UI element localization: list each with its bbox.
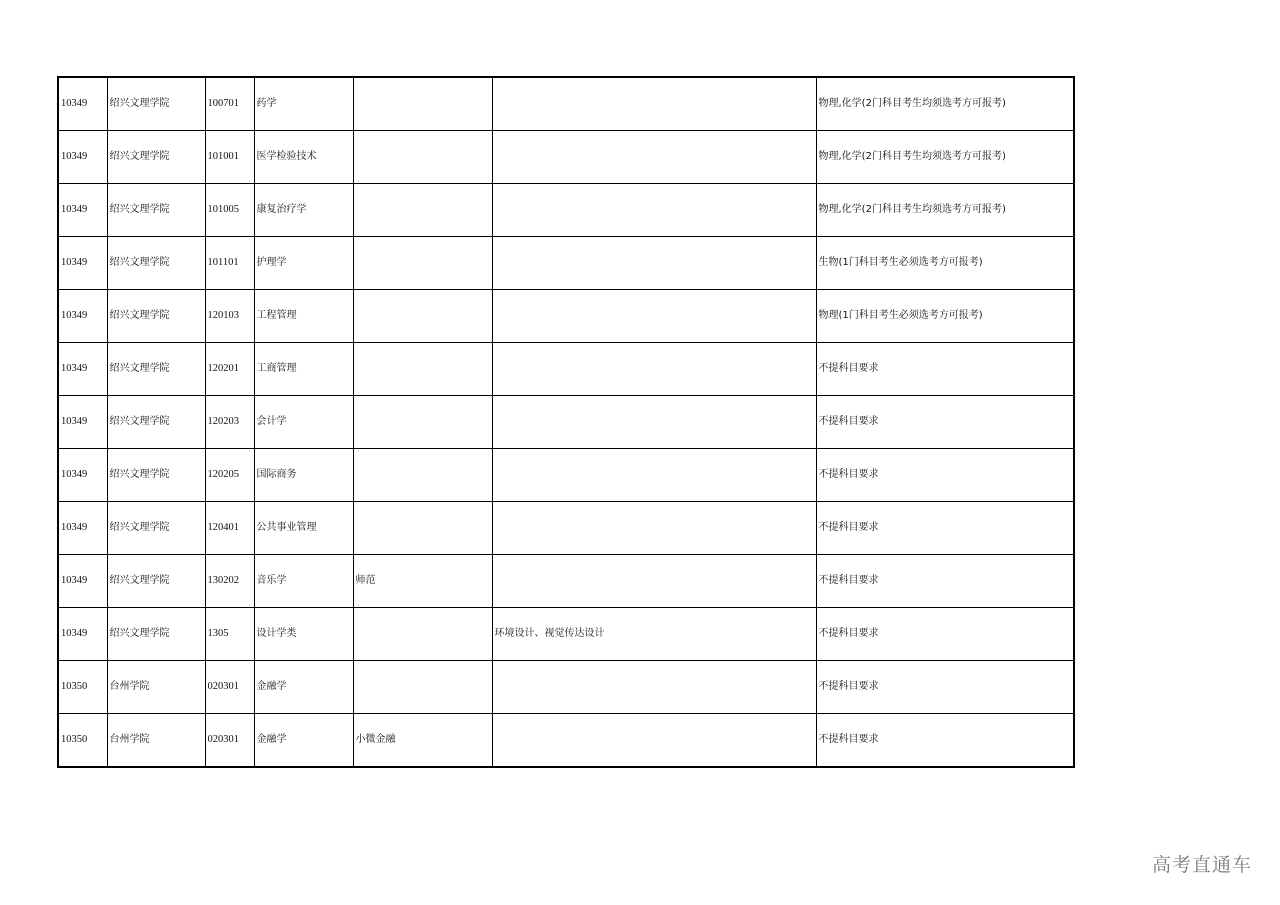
cell-included-majors [492, 131, 816, 184]
cell-major-code: 120205 [205, 449, 254, 502]
cell-major-code: 100701 [205, 77, 254, 131]
cell-major-code: 120103 [205, 290, 254, 343]
table-row [58, 502, 1074, 555]
cell-included-majors [492, 714, 816, 768]
cell-school-name: 绍兴文理学院 [107, 555, 205, 608]
cell-major-code: 101001 [205, 131, 254, 184]
cell-major-note [353, 237, 492, 290]
cell-major-name: 医学检验技术 [254, 131, 353, 184]
cell-included-majors [492, 237, 816, 290]
cell-included-majors [492, 555, 816, 608]
cell-subject-requirement: 物理,化学(2门科目考生均须选考方可报考) [816, 77, 1074, 131]
cell-major-note [353, 184, 492, 237]
cell-school-code: 10349 [58, 237, 107, 290]
cell-school-name: 绍兴文理学院 [107, 184, 205, 237]
cell-major-code: 101005 [205, 184, 254, 237]
table-row [58, 290, 1074, 343]
cell-school-name: 绍兴文理学院 [107, 290, 205, 343]
cell-school-name: 台州学院 [107, 714, 205, 768]
cell-subject-requirement: 不提科目要求 [816, 343, 1074, 396]
cell-major-note [353, 449, 492, 502]
cell-school-code: 10350 [58, 661, 107, 714]
cell-included-majors [492, 77, 816, 131]
cell-school-name: 绍兴文理学院 [107, 77, 205, 131]
cell-major-name: 金融学 [254, 714, 353, 768]
cell-major-name: 康复治疗学 [254, 184, 353, 237]
cell-school-code: 10349 [58, 131, 107, 184]
cell-major-name: 设计学类 [254, 608, 353, 661]
cell-major-name: 会计学 [254, 396, 353, 449]
cell-major-name: 音乐学 [254, 555, 353, 608]
table-row [58, 396, 1074, 449]
cell-subject-requirement: 生物(1门科目考生必须选考方可报考) [816, 237, 1074, 290]
cell-school-name: 台州学院 [107, 661, 205, 714]
cell-major-note: 小微金融 [353, 714, 492, 768]
cell-school-code: 10349 [58, 290, 107, 343]
table-row [58, 131, 1074, 184]
table-row [58, 555, 1074, 608]
cell-major-note [353, 77, 492, 131]
cell-subject-requirement: 物理,化学(2门科目考生均须选考方可报考) [816, 184, 1074, 237]
cell-school-code: 10349 [58, 555, 107, 608]
cell-school-code: 10349 [58, 77, 107, 131]
cell-major-note [353, 608, 492, 661]
cell-subject-requirement: 物理(1门科目考生必须选考方可报考) [816, 290, 1074, 343]
table-row [58, 77, 1074, 131]
cell-major-name: 金融学 [254, 661, 353, 714]
cell-major-name: 药学 [254, 77, 353, 131]
cell-major-note [353, 343, 492, 396]
cell-major-note [353, 502, 492, 555]
cell-school-code: 10349 [58, 502, 107, 555]
cell-included-majors [492, 449, 816, 502]
cell-major-code: 120401 [205, 502, 254, 555]
cell-major-code: 120203 [205, 396, 254, 449]
cell-school-name: 绍兴文理学院 [107, 608, 205, 661]
cell-school-name: 绍兴文理学院 [107, 449, 205, 502]
cell-subject-requirement: 不提科目要求 [816, 608, 1074, 661]
table-row [58, 343, 1074, 396]
cell-school-code: 10349 [58, 449, 107, 502]
cell-major-name: 公共事业管理 [254, 502, 353, 555]
table-row [58, 661, 1074, 714]
cell-school-code: 10350 [58, 714, 107, 768]
cell-major-code: 020301 [205, 661, 254, 714]
cell-subject-requirement: 不提科目要求 [816, 661, 1074, 714]
cell-included-majors [492, 396, 816, 449]
cell-major-note [353, 396, 492, 449]
cell-included-majors [492, 502, 816, 555]
cell-included-majors: 环境设计、视觉传达设计 [492, 608, 816, 661]
cell-major-note [353, 131, 492, 184]
cell-subject-requirement: 不提科目要求 [816, 396, 1074, 449]
cell-school-name: 绍兴文理学院 [107, 396, 205, 449]
table-row [58, 449, 1074, 502]
cell-major-code: 120201 [205, 343, 254, 396]
cell-included-majors [492, 184, 816, 237]
cell-major-name: 国际商务 [254, 449, 353, 502]
cell-subject-requirement: 不提科目要求 [816, 502, 1074, 555]
cell-subject-requirement: 不提科目要求 [816, 449, 1074, 502]
watermark-text: 高考直通车 [1151, 854, 1252, 876]
cell-major-name: 护理学 [254, 237, 353, 290]
cell-major-note [353, 290, 492, 343]
cell-school-code: 10349 [58, 343, 107, 396]
cell-school-name: 绍兴文理学院 [107, 343, 205, 396]
cell-school-name: 绍兴文理学院 [107, 131, 205, 184]
cell-school-name: 绍兴文理学院 [107, 502, 205, 555]
cell-school-name: 绍兴文理学院 [107, 237, 205, 290]
table-row [58, 714, 1074, 768]
cell-school-code: 10349 [58, 184, 107, 237]
cell-included-majors [492, 661, 816, 714]
cell-major-code: 1305 [205, 608, 254, 661]
cell-subject-requirement: 不提科目要求 [816, 714, 1074, 768]
cell-major-note [353, 661, 492, 714]
cell-major-name: 工商管理 [254, 343, 353, 396]
cell-major-code: 130202 [205, 555, 254, 608]
cell-major-code: 020301 [205, 714, 254, 768]
cell-school-code: 10349 [58, 396, 107, 449]
cell-major-code: 101101 [205, 237, 254, 290]
cell-subject-requirement: 不提科目要求 [816, 555, 1074, 608]
table-row [58, 184, 1074, 237]
cell-major-note: 师范 [353, 555, 492, 608]
table-row [58, 237, 1074, 290]
table-row [58, 608, 1074, 661]
cell-subject-requirement: 物理,化学(2门科目考生均须选考方可报考) [816, 131, 1074, 184]
cell-major-name: 工程管理 [254, 290, 353, 343]
cell-school-code: 10349 [58, 608, 107, 661]
cell-included-majors [492, 343, 816, 396]
cell-included-majors [492, 290, 816, 343]
admission-requirements-table [57, 76, 1075, 768]
